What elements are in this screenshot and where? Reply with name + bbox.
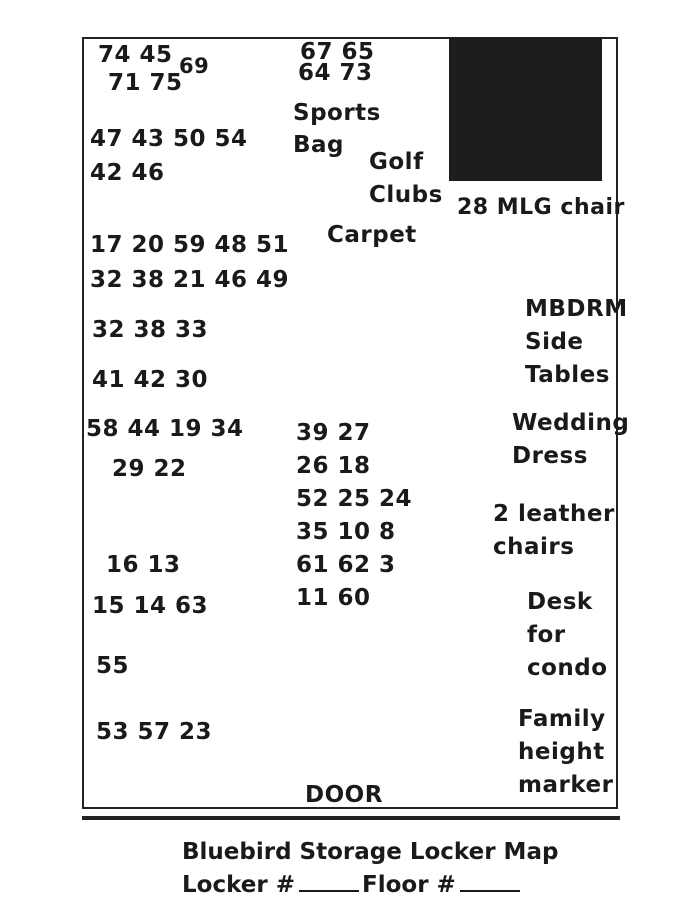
locker-numbers-row-1a: 74 45 xyxy=(98,42,173,68)
locker-number-field xyxy=(182,872,359,897)
door-label: DOOR xyxy=(305,782,383,808)
item-desk-line-3: condo xyxy=(527,655,608,681)
item-wedding-dress-line-1: Wedding xyxy=(512,410,630,436)
item-leather-chairs-line-2: chairs xyxy=(493,534,575,560)
item-desk-line-1: Desk xyxy=(527,589,593,615)
locker-numbers-row-3: 42 46 xyxy=(90,160,165,186)
locker-numbers-top-1: 67 65 xyxy=(300,39,375,65)
item-family-marker-line-3: marker xyxy=(518,772,614,798)
item-mbdrm-line-1: MBDRM xyxy=(525,296,628,322)
item-mlg-chair: 28 MLG chair xyxy=(457,195,625,220)
locker-numbers-mid-4: 35 10 8 xyxy=(296,519,396,545)
locker-numbers-row-6: 32 38 33 xyxy=(92,317,209,343)
item-sports-bag-line-1: Sports xyxy=(293,100,381,126)
floor-number-field xyxy=(362,872,520,897)
locker-number-blank xyxy=(299,872,359,892)
dark-storage-block xyxy=(449,37,602,181)
locker-number-label: Locker # xyxy=(182,872,295,898)
locker-numbers-mid-6: 11 60 xyxy=(296,585,371,611)
locker-numbers-row-8: 58 44 19 34 xyxy=(86,416,244,442)
locker-numbers-row-7: 41 42 30 xyxy=(92,367,209,393)
item-golf-clubs-line-1: Golf xyxy=(369,149,424,175)
locker-numbers-row-13: 53 57 23 xyxy=(96,719,213,745)
locker-numbers-mid-1: 39 27 xyxy=(296,420,371,446)
item-desk-line-2: for xyxy=(527,622,566,648)
floor-number-label: Floor # xyxy=(362,872,456,898)
item-family-marker-line-2: height xyxy=(518,739,605,765)
locker-numbers-mid-5: 61 62 3 xyxy=(296,552,396,578)
locker-numbers-row-1c: 71 75 xyxy=(108,70,183,96)
locker-numbers-row-12: 55 xyxy=(96,653,130,679)
locker-numbers-row-2: 47 43 50 54 xyxy=(90,126,248,152)
item-sports-bag-line-2: Bag xyxy=(293,132,345,158)
locker-numbers-row-5: 32 38 21 46 49 xyxy=(90,267,290,293)
locker-numbers-row-4: 17 20 59 48 51 xyxy=(90,232,290,258)
locker-numbers-mid-3: 52 25 24 xyxy=(296,486,413,512)
item-mbdrm-line-3: Tables xyxy=(525,362,610,388)
item-mbdrm-line-2: Side xyxy=(525,329,584,355)
locker-numbers-row-1b: 69 xyxy=(179,54,210,78)
item-wedding-dress-line-2: Dress xyxy=(512,443,588,469)
item-carpet: Carpet xyxy=(327,222,417,248)
locker-numbers-top-2: 64 73 xyxy=(298,60,373,86)
item-golf-clubs-line-2: Clubs xyxy=(369,182,443,208)
locker-numbers-row-9: 29 22 xyxy=(112,456,187,482)
floor-number-blank xyxy=(460,872,520,892)
locker-numbers-mid-2: 26 18 xyxy=(296,453,371,479)
locker-numbers-row-10: 16 13 xyxy=(106,552,181,578)
locker-numbers-row-11: 15 14 63 xyxy=(92,593,209,619)
item-leather-chairs-line-1: 2 leather xyxy=(493,501,615,527)
map-title: Bluebird Storage Locker Map xyxy=(182,839,559,865)
item-family-marker-line-1: Family xyxy=(518,706,606,732)
bottom-divider xyxy=(82,816,620,820)
